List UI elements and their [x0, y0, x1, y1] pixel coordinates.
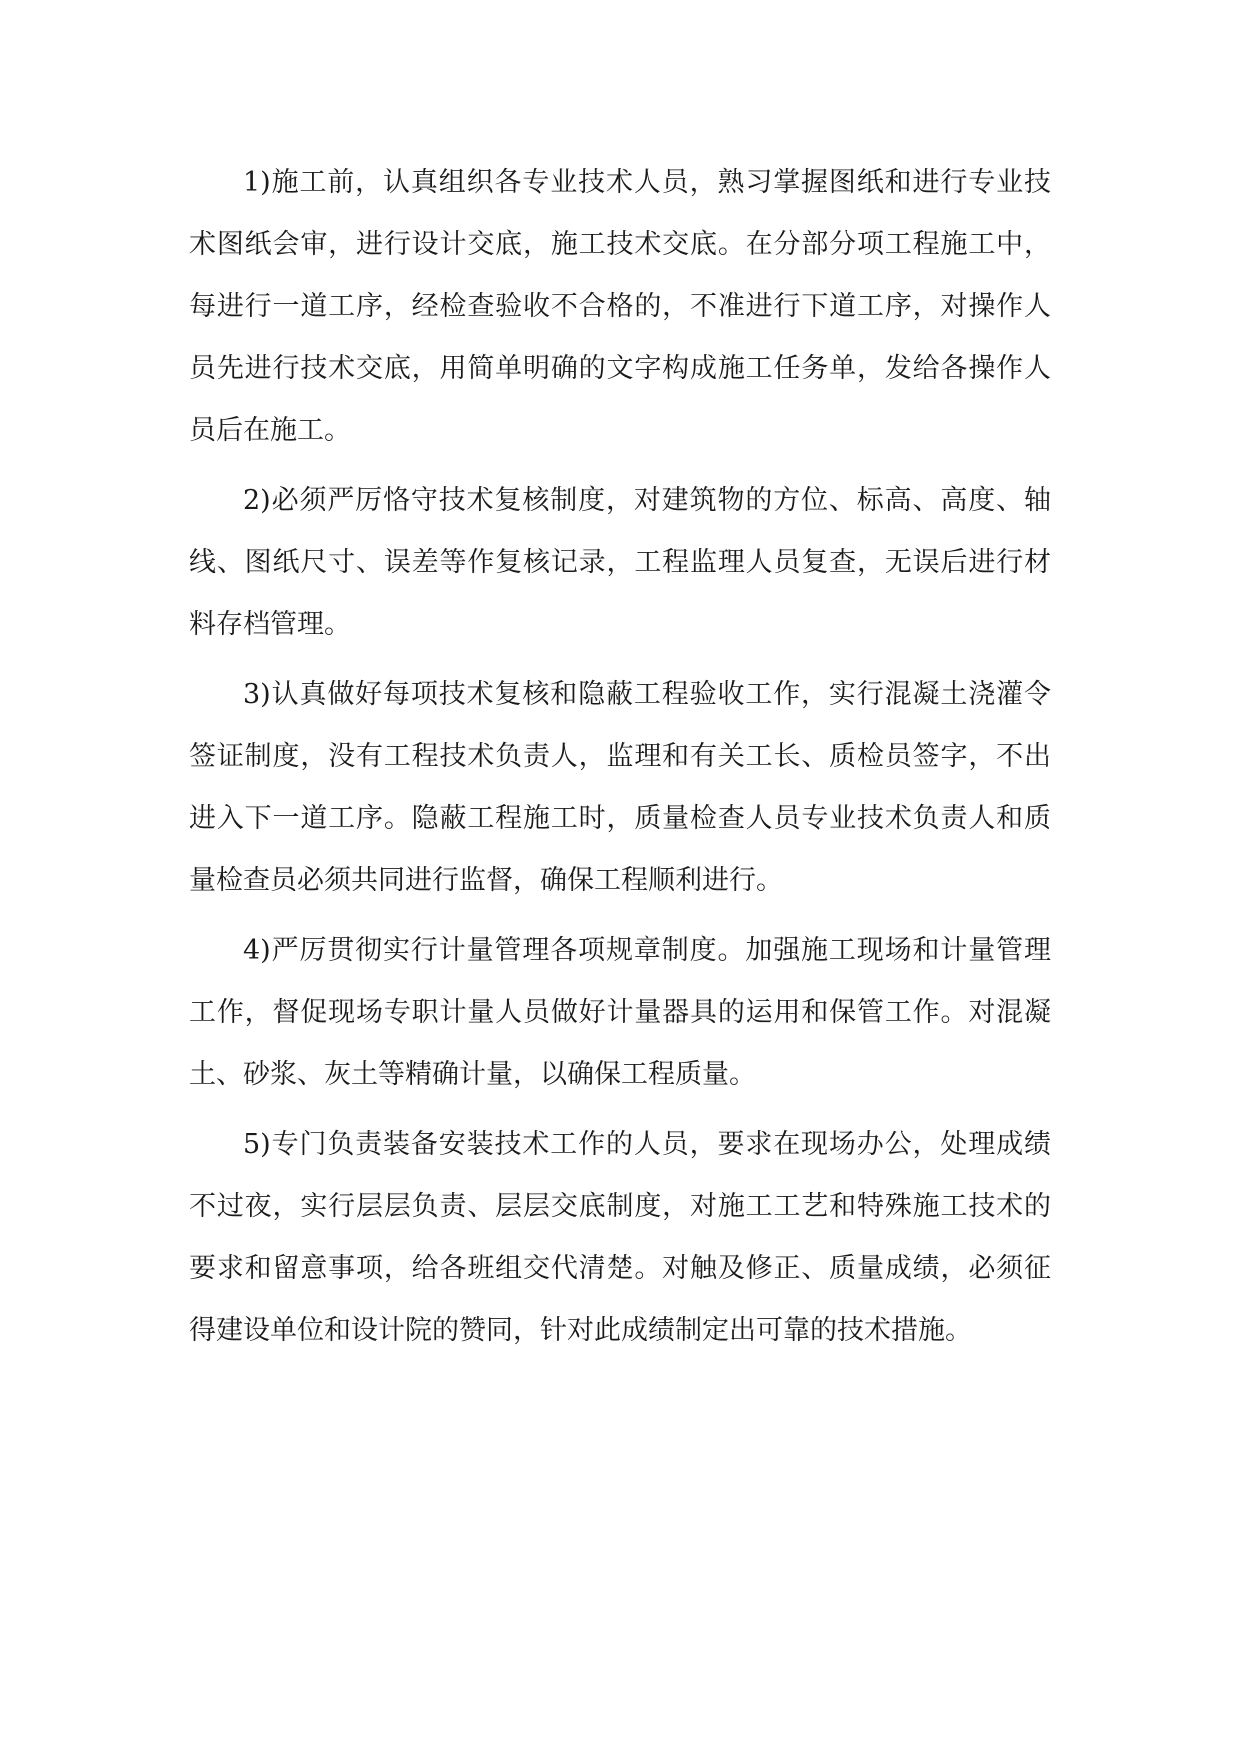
paragraph-1: 1)施工前，认真组织各专业技术人员，熟习掌握图纸和进行专业技术图纸会审，进行设计交底，施工技术交底。在分部分项工程施工中，每进行一道工序，经检查验收不合格的，不准进行下道工序，对操作人员先进行技术交底，用简单明确的文字构成施工任务单，发给各操作人员后在施工。: [189, 167, 1051, 446]
document-body: [189, 152, 1051, 1370]
paragraph-2: 2)必须严厉恪守技术复核制度，对建筑物的方位、标高、高度、轴线、图纸尺寸、误差等作复核记录，工程监理人员复查，无误后进行材料存档管理。: [189, 485, 1051, 640]
paragraph-3: 3)认真做好每项技术复核和隐蔽工程验收工作，实行混凝土浇灌令签证制度，没有工程技术负责人，监理和有关工长、质检员签字，不出进入下一道工序。隐蔽工程施工时，质量检查人员专业技术负责人和质量检查员必须共同进行监督，确保工程顺利进行。: [189, 679, 1051, 896]
paragraph-4: 4)严厉贯彻实行计量管理各项规章制度。加强施工现场和计量管理工作，督促现场专职计量人员做好计量器具的运用和保管工作。对混凝土、砂浆、灰土等精确计量，以确保工程质量。: [189, 935, 1051, 1090]
paragraph-5: 5)专门负责装备安装技术工作的人员，要求在现场办公，处理成绩不过夜，实行层层负责、层层交底制度，对施工工艺和特殊施工技术的要求和留意事项，给各班组交代清楚。对触及修正、质量成绩，必须征得建设单位和设计院的赞同，针对此成绩制定出可靠的技术措施。: [189, 1129, 1051, 1346]
